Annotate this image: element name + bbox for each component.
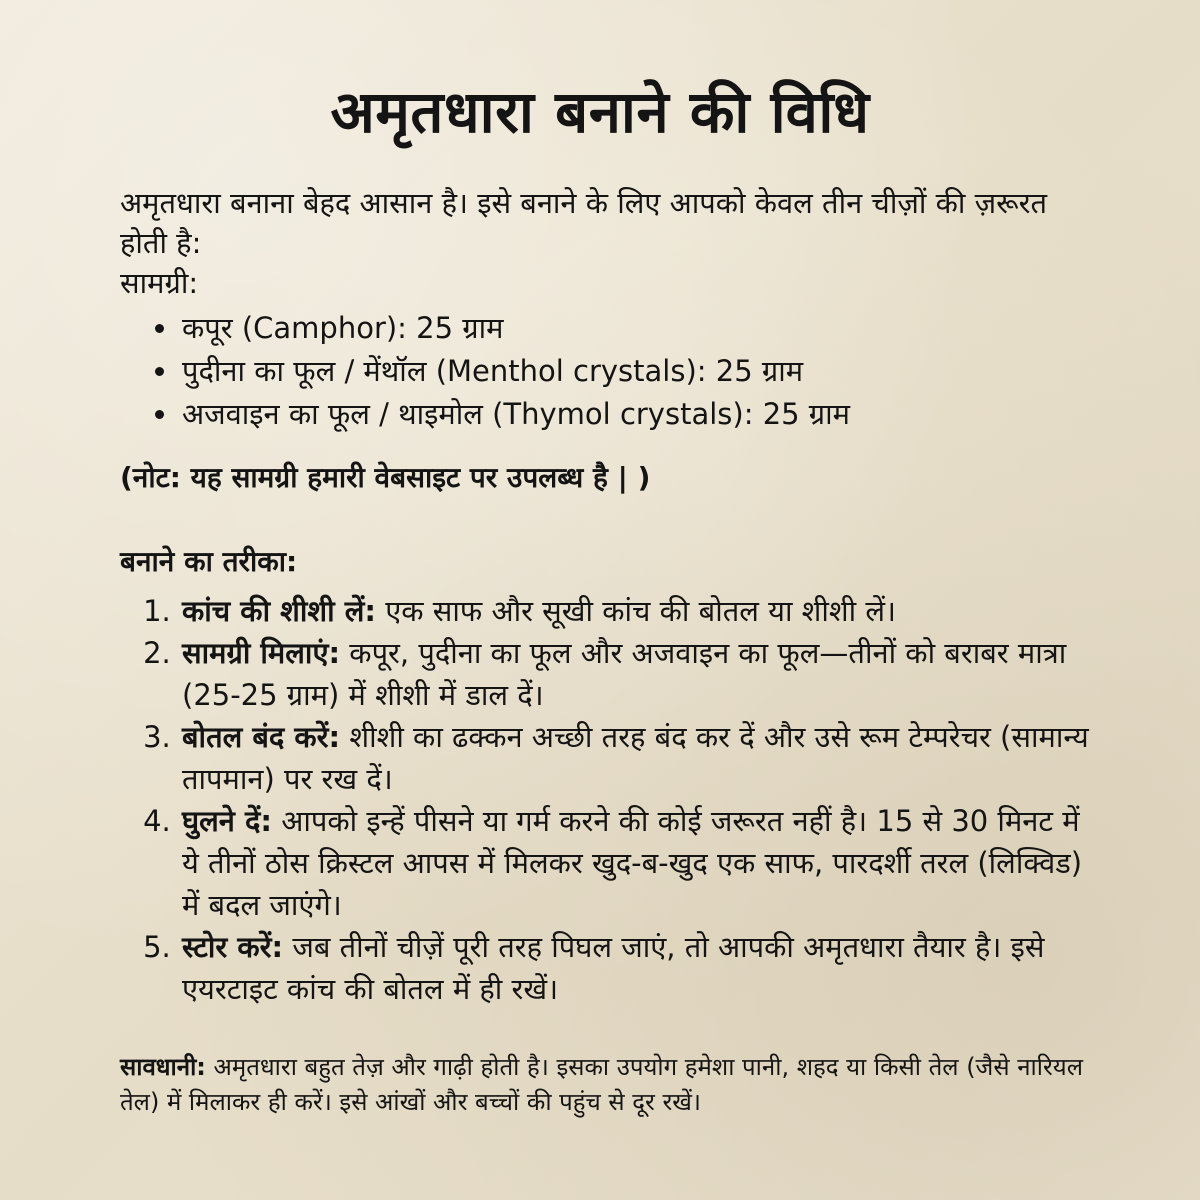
step-heading: घुलने दें:: [182, 804, 272, 838]
step-text: आपको इन्हें पीसने या गर्म करने की कोई जरूरत नहीं है। 15 से 30 मिनट में ये तीनों ठोस क्रिस्टल आपस में मिलकर खुद-ब-खुद एक साफ, पारदर्शी तरल (लिक्विड) में बदल जाएंगे।: [182, 804, 1083, 922]
method-steps: [120, 590, 1100, 1010]
ingredient-item: • पुदीना का फूल / मेंथॉल (Menthol crystals): 25 ग्राम: [180, 350, 1100, 393]
step-item: [180, 590, 1100, 632]
ingredients-list: [120, 307, 1100, 436]
step-heading: बोतल बंद करें:: [182, 720, 341, 754]
step-text: एक साफ और सूखी कांच की बोतल या शीशी लें।: [376, 594, 897, 628]
ingredients-label: सामग्री:: [120, 266, 199, 300]
step-item: [180, 632, 1100, 716]
step-heading: सामग्री मिलाएं:: [182, 636, 341, 670]
step-item: [180, 800, 1100, 926]
step-heading: कांच की शीशी लें:: [182, 594, 376, 628]
step-text: कपूर, पुदीना का फूल और अजवाइन का फूल—तीनों को बराबर मात्रा (25-25 ग्राम) में शीशी में डाल दें।: [182, 636, 1067, 712]
step-item: [180, 926, 1100, 1010]
step-text: जब तीनों चीज़ें पूरी तरह पिघल जाएं, तो आपकी अमृतधारा तैयार है। इसे एयरटाइट कांच की बोतल में ही रखें।: [182, 930, 1045, 1006]
availability-note: (नोट: यह सामग्री हमारी वेबसाइट पर उपलब्ध है | ): [120, 461, 651, 494]
page-title: अमृतधारा बनाने की विधि: [330, 78, 870, 146]
step-item: [180, 716, 1100, 800]
intro-text: अमृतधारा बनाना बेहद आसान है। इसे बनाने के लिए आपको केवल तीन चीज़ों की ज़रूरत होती है:: [120, 186, 1048, 260]
method-title: बनाने का तरीका:: [120, 545, 298, 578]
step-text: शीशी का ढक्कन अच्छी तरह बंद कर दें और उसे रूम टेम्परेचर (सामान्य तापमान) पर रख दें।: [182, 720, 1089, 796]
caution-text: [120, 1050, 1100, 1120]
caution-body: अमृतधारा बहुत तेज़ और गाढ़ी होती है। इसका उपयोग हमेशा पानी, शहद या किसी तेल (जैसे नारियल तेल) में मिलाकर ही करें। इसे आंखों और बच्चों की पहुंच से दूर रखें।: [120, 1053, 1083, 1116]
ingredient-item: • अजवाइन का फूल / थाइमोल (Thymol crystals): 25 ग्राम: [180, 393, 1100, 436]
caution-label: सावधानी:: [120, 1053, 206, 1081]
ingredient-item: • कपूर (Camphor): 25 ग्राम: [180, 307, 1100, 350]
step-heading: स्टोर करें:: [182, 930, 284, 964]
